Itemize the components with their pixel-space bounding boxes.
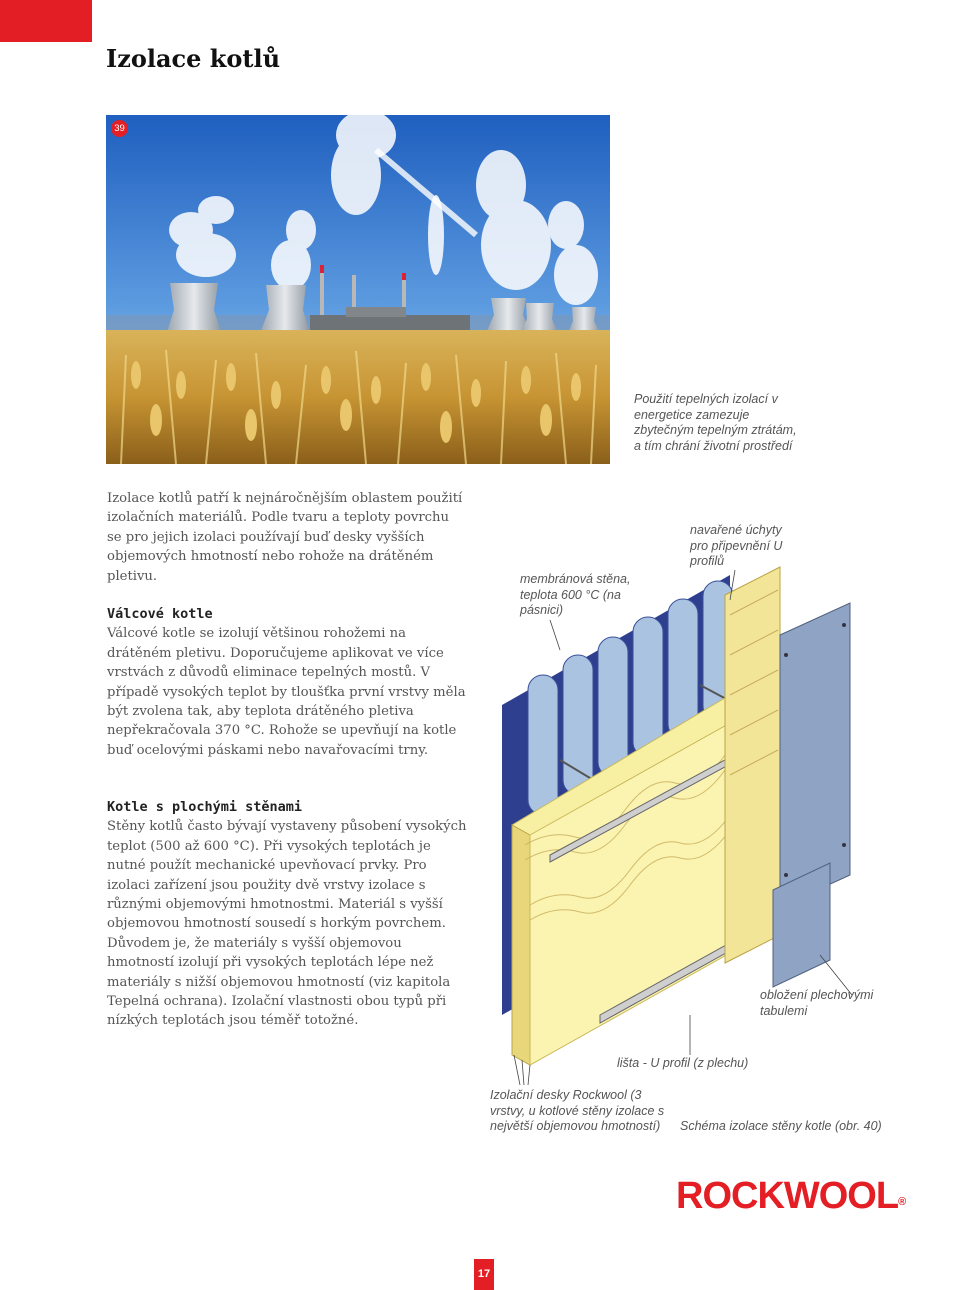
welded-anchors-label: navařené úchyty pro připevnění U profilů [690, 523, 783, 568]
u-profile-rail-label: lišta - U profil (z plechu) [617, 1056, 749, 1070]
intro-paragraph [107, 489, 467, 586]
section-heading: Kotle s plochými stěnami [107, 799, 303, 815]
page-title: Izolace kotlů [106, 44, 281, 73]
section-text: Válcové kotle se izolují většinou rohožemi na drátěném pletivu. Doporučujeme aplikovat ve více vrstvách z důvodů eliminace tepelných mostů. V případě vysokých teplot by tloušťka první vrstvy měla být zvolena tak, aby teplota drátěného pletiva nepřekračovala 370 °C. Rohože se upevňují na kotle buď ocelovými páskami nebo navařovacími trny. [107, 626, 466, 758]
figure-number-badge: 39 [111, 120, 128, 137]
power-plant-photo [106, 115, 610, 464]
section-cylindrical-boilers [107, 605, 467, 760]
brand-name: ROCKWOOL [676, 1175, 899, 1217]
photo-caption: Použití tepelných izolací v energetice zamezuje zbytečným tepelným ztrátám, a tím chrání životní prostředí [634, 392, 797, 453]
membrane-wall-label: membránová stěna, teplota 600 °C (na pásnici) [520, 572, 631, 617]
rockwool-logo [676, 1176, 906, 1216]
insulation-boards-label: Izolační desky Rockwool (3 vrstvy, u kotlové stěny izolace s největší objemovou hmotností) [490, 1088, 665, 1133]
section-text: Stěny kotlů často bývají vystaveny působení vysokých teplot (500 až 600 °C). Při vysokých teplotách je nutné použít mechanické upevňovací prvky. Pro izolaci zařízení jsou použity dvě vrstvy izolace s různými objemovými hmotnostmi. Materiál s vyšší objemovou hmotností sousedí s horkým povrchem. Důvodem je, že materiály s vyšší objemovou hmotností izolují při vysokých teplotách lépe než materiály s nižší objemovou hmotností (viz kapitola Tepelná ochrana). Izolační vlastnosti obou typů při nízkých teplotách jsou téměř totožné. [107, 819, 467, 1029]
header-red-tab [0, 0, 92, 42]
registered-mark: ® [898, 1196, 907, 1208]
cladding-label: obložení plechovými tabulemi [760, 988, 874, 1018]
page-number: 17 [474, 1259, 494, 1290]
section-flat-wall-boilers [107, 798, 467, 1031]
section-heading: Válcové kotle [107, 606, 213, 622]
diagram-caption: Schéma izolace stěny kotle (obr. 40) [680, 1119, 882, 1133]
intro-text: Izolace kotlů patří k nejnáročnějším oblastem použití izolačních materiálů. Podle tvaru a teploty povrchu se pro jejich izolaci používají buď desky vyšších objemových hmotností nebo rohože na drátěném pletivu. [107, 491, 463, 584]
